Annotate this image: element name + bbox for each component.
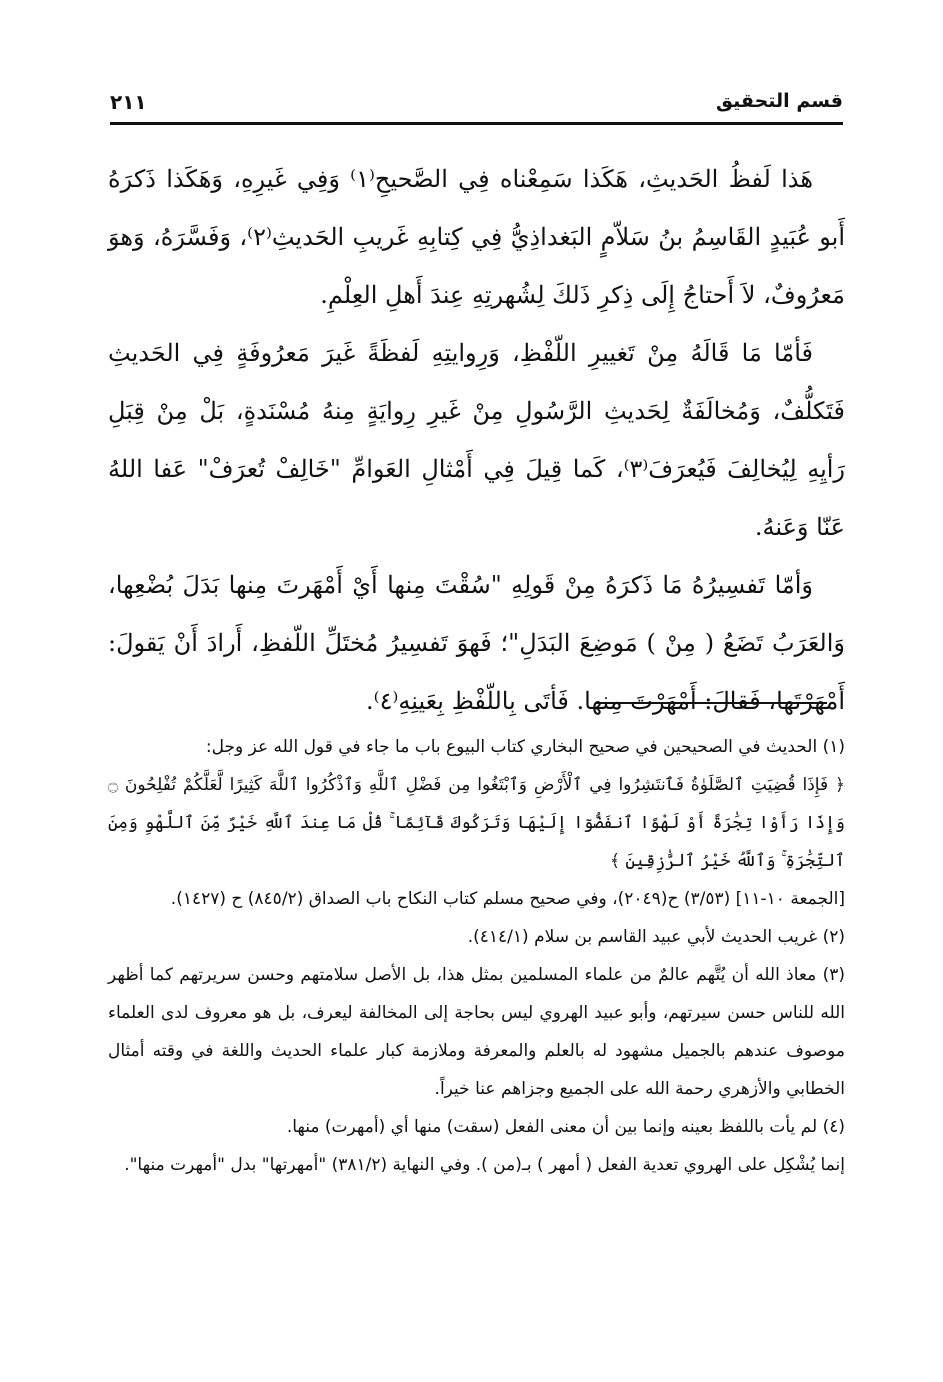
section-title: قسم التحقيق [716,90,843,112]
paragraph-1: هَذا لَفظُ الحَديثِ، هَكَذا سَمِعْناه فِي الصَّحيحِ⁽١⁾ وَفِي غَيرِهِ، وَهَكَذا ذَكرَهُ أَبو عُبَيدٍ القَاسِمُ بنُ سَلاّمٍ البَغداذِيُّ فِي كِتابِهِ غَريبِ الحَديثِ⁽٢⁾، وَفَسَّرَهُ، وَهوَ مَعرُوفٌ، لاَ أَحتاجُ إِلَى ذِكرِ ذَلكَ لِشُهرتِهِ عِندَ أَهلِ العِلْمِ. [108,165,846,309]
footnote-1-reference: [الجمعة ١٠-١١] (٣/٥٣) ح(٢٠٤٩)، وفي صحيح مسلم كتاب النكاح باب الصداق (٨٤٥/٢) ح (١٤٢٧). [170,889,845,909]
main-text [108,150,845,730]
footnote-4: (٤) لم يأت باللفظ بعينه وإنما بين أن معنى الفعل (سقت) منها أي (أمهرت) منها. [286,1117,845,1137]
paragraph-2: فَأمّا مَا قَالَهُ مِنْ تَغييرِ اللّفْظِ، وَرِوايتِهِ لَفظَةً غَيرَ مَعرُوفَةٍ فِي الحَديثِ فَتَكلُّفٌ، وَمُخالَفَةٌ لِحَديثِ الرَّسُولِ مِنْ غَيرِ رِوايَةٍ مِنهُ مُسْنَدةٍ، بَلْ مِنْ قِبَلِ رَأيِهِ لِيُخالِفَ فَيُعرَفَ⁽٣⁾، كَما قِيلَ فِي أَمْثالِ العَوامِّ "خَالِفْ تُعرَفْ" عَفا اللهُ عَنّا وَعَنهُ. [108,339,846,541]
page-header [110,88,843,125]
footnote-4-continued: إنما يُشْكِل على الهروي تعدية الفعل ( أمهر ) بـ(من ). وفي النهاية (٣٨١/٢) "أمهرتها" بدل "أمهرت منها". [124,1155,845,1175]
page-number: ٢١١ [110,90,147,114]
footnote-separator [595,702,827,704]
footnotes [108,728,845,1184]
footnote-2: (٢) غريب الحديث لأبي عبيد القاسم بن سلام (٤١٤/١). [467,927,845,947]
footnote-3: (٣) معاذ الله أن يُتَّهم عالمٌ من علماء المسلمين بمثل هذا، بل الأصل سلامتهم وحسن سريرتهم كما أظهر الله للناس حسن سيرتهم، وأبو عبيد الهروي ليس بحاجة إلى المخالفة ليعرف، بل هو معروف لدى العلماء موصوف عندهم بالجميل مشهود له بالعلم والمعرفة وملازمة كبار علماء الحديث واللغة في وقته أمثال الخطابي والأزهري رحمة الله على الجميع وجزاهم عنا خيراً. [108,965,845,1099]
footnote-1-quran-verse: ﴿ فَإِذَا قُضِيَتِ ٱلصَّلَوٰةُ فَٱنتَشِرُوا فِي ٱلْأَرْضِ وَٱبْتَغُوا مِن فَضْلِ ٱللَّهِ وَٱذْكُرُوا ٱللَّهَ كَثِيرًا لَّعَلَّكُمْ تُفْلِحُونَ ۝ وَإِذَا رَأَوْا تِجَٰرَةً أَوْ لَهْوًا ٱنفَضُّوٓا إِلَيْهَا وَتَرَكُوكَ قَآئِمًا ۚ قُلْ مَا عِندَ ٱللَّهِ خَيْرٌ مِّنَ ٱللَّهْوِ وَمِنَ ٱلتِّجَٰرَةِ ۚ وَٱللَّهُ خَيْرُ ٱلرَّٰزِقِينَ ﴾ [108,775,845,871]
paragraph-3: وَأمّا تَفسِيرُهُ مَا ذَكرَهُ مِنْ قَولِهِ "سُقْتَ مِنها أَيْ أَمْهَرتَ مِنها بَدَلَ بُضْعِها، وَالعَرَبُ تَضَعُ ( مِنْ ) مَوضِعَ البَدَلِ"؛ فَهوَ تَفسِيرُ مُختَلِّ اللّفظِ، أَرادَ أَنْ يَقولَ: أَمْهَرْتَها، فَقالَ: أَمْهَرْتَ مِنها. فَأتَى بِاللّفْظِ بِعَينِهِ⁽٤⁾. [108,571,845,715]
footnote-1-intro: (١) الحديث في الصحيحين في صحيح البخاري كتاب البيوع باب ما جاء في قول الله عز وجل: [205,737,845,757]
